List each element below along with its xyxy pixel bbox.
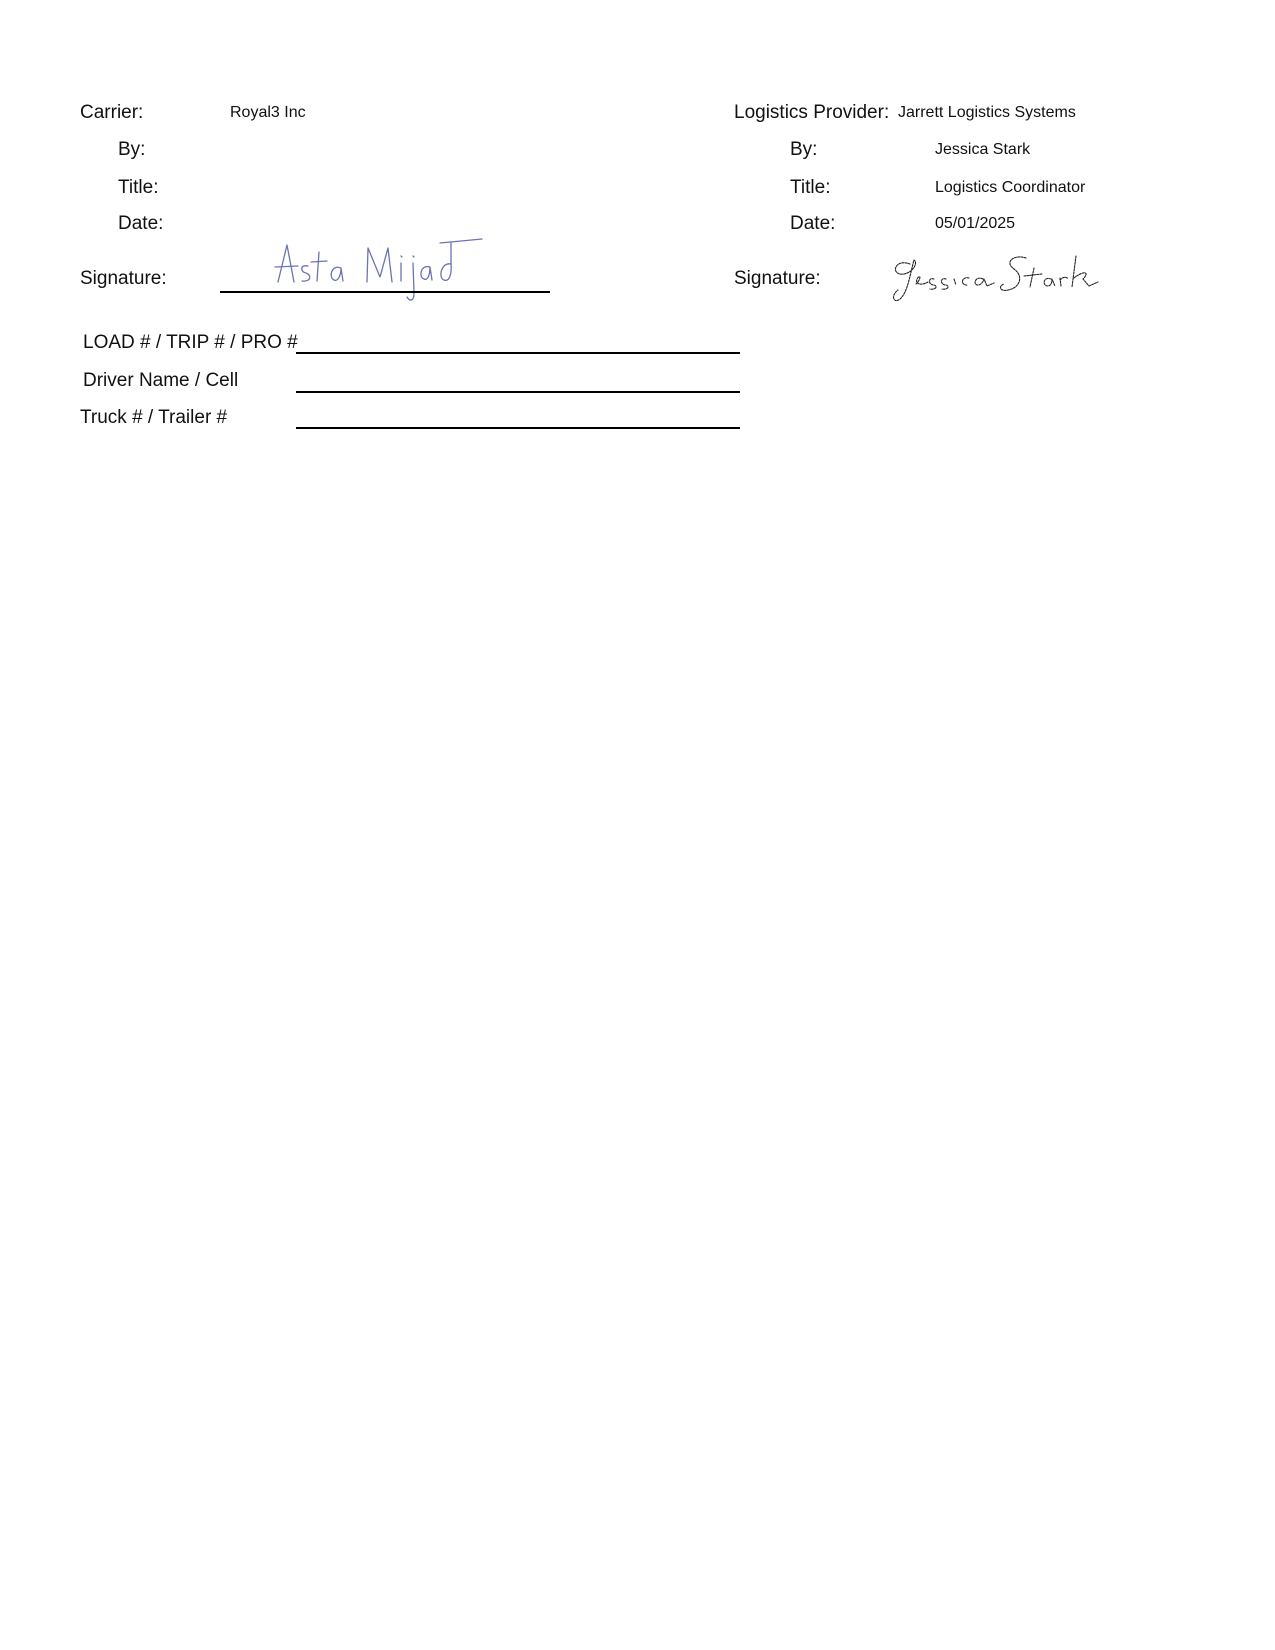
provider-name: Jarrett Logistics Systems [898,104,1076,121]
provider-signature-image [890,252,1105,310]
carrier-label: Carrier: [80,102,144,123]
carrier-signature-line [220,291,550,293]
carrier-signature-image [270,235,485,315]
load-trip-pro-label: LOAD # / TRIP # / PRO # [83,332,298,353]
carrier-date-label: Date: [118,213,164,234]
carrier-by-label: By: [118,139,146,160]
provider-date-value: 05/01/2025 [935,215,1016,232]
provider-by-label: By: [790,139,818,160]
provider-signature-label: Signature: [734,268,821,289]
provider-label: Logistics Provider: [734,102,890,123]
truck-trailer-line [296,427,740,429]
provider-title-value: Logistics Coordinator [935,179,1086,196]
load-trip-pro-line [296,352,740,354]
provider-by-value: Jessica Stark [935,141,1031,158]
provider-title-label: Title: [790,177,831,198]
carrier-title-label: Title: [118,177,159,198]
carrier-name: Royal3 Inc [230,104,306,121]
provider-date-label: Date: [790,213,836,234]
driver-name-cell-line [296,391,740,393]
provider-signature-strokes [894,256,1098,301]
driver-name-cell-label: Driver Name / Cell [83,370,239,391]
carrier-signature-label: Signature: [80,268,167,289]
truck-trailer-label: Truck # / Trailer # [80,407,228,428]
